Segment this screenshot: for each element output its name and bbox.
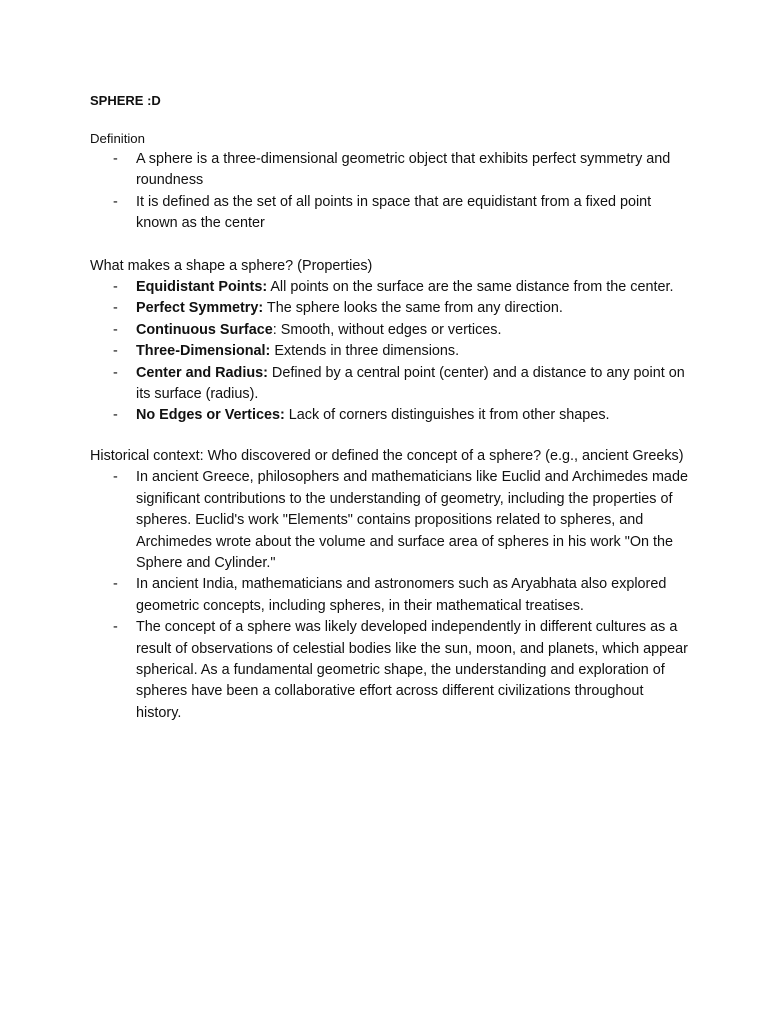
bullet-dash: - — [113, 619, 118, 636]
list-item — [90, 149, 690, 192]
bullet-dash: - — [113, 321, 118, 338]
list-item — [90, 467, 690, 574]
property-name: Center and Radius: — [136, 364, 268, 381]
bullet-dash: - — [113, 279, 118, 296]
bullet-dash: - — [113, 364, 118, 381]
bullet-dash: - — [113, 576, 118, 593]
list-item-text: A sphere is a three-dimensional geometric object that exhibits perfect symmetry and roundness — [136, 151, 671, 189]
list-item — [90, 320, 690, 341]
list-item-text: It is defined as the set of all points in space that are equidistant from a fixed point known as the center — [136, 193, 652, 232]
document-page — [90, 92, 690, 724]
property-description: The sphere looks the same from any direction. — [263, 300, 563, 317]
list-item — [90, 617, 690, 724]
document-title: SPHERE :D — [90, 93, 161, 108]
bullet-dash: - — [113, 469, 118, 486]
property-description: Lack of corners distinguishes it from other shapes. — [284, 407, 610, 424]
bullet-dash: - — [113, 407, 118, 424]
property-description: All points on the surface are the same distance from the center. — [267, 279, 674, 296]
list-item — [90, 298, 690, 319]
list-item — [90, 192, 690, 235]
property-description: : Smooth, without edges or vertices. — [272, 321, 502, 338]
history-list — [90, 467, 690, 724]
properties-list — [90, 277, 690, 427]
list-item — [90, 277, 690, 298]
bullet-dash: - — [113, 343, 118, 360]
property-description: Extends in three dimensions. — [270, 343, 460, 360]
property-description: Defined by a central point (center) and a distance to any point on its surface (radius). — [136, 364, 685, 403]
list-item — [90, 405, 690, 426]
list-item — [90, 341, 690, 362]
list-item-text: In ancient India, mathematicians and astronomers such as Aryabhata also explored geometric concepts, including spheres, in their mathematical treatises. — [136, 576, 667, 614]
list-item — [90, 363, 690, 406]
property-name: Perfect Symmetry: — [136, 300, 264, 317]
properties-heading: What makes a shape a sphere? (Properties) — [90, 257, 373, 274]
definition-list — [90, 149, 690, 235]
history-heading: Historical context: Who discovered or defined the concept of a sphere? (e.g., ancient Greeks) — [90, 447, 684, 464]
bullet-dash: - — [113, 300, 118, 317]
property-name: Equidistant Points: — [136, 279, 268, 296]
bullet-dash: - — [113, 193, 118, 210]
list-item-text: The concept of a sphere was likely developed independently in different cultures as a result of observations of celestial bodies like the sun, moon, and planets, which appear spherical. As a fundamental geometric shape, the understanding and exploration of spheres have been a collaborative effort across different civilizations throughout history. — [136, 619, 688, 721]
property-name: Three-Dimensional: — [136, 343, 271, 360]
list-item-text: In ancient Greece, philosophers and mathematicians like Euclid and Archimedes made significant contributions to the understanding of geometry, including the properties of spheres. Euclid's work "Elements" contains propositions related to spheres, and Archimedes wrote about the volume and surface area of spheres in his work "On the Sphere and Cylinder." — [136, 469, 688, 571]
property-name: Continuous Surface — [136, 321, 273, 338]
list-item — [90, 574, 690, 617]
property-name: No Edges or Vertices: — [136, 407, 285, 424]
bullet-dash: - — [113, 151, 118, 167]
definition-heading: Definition — [90, 131, 145, 146]
